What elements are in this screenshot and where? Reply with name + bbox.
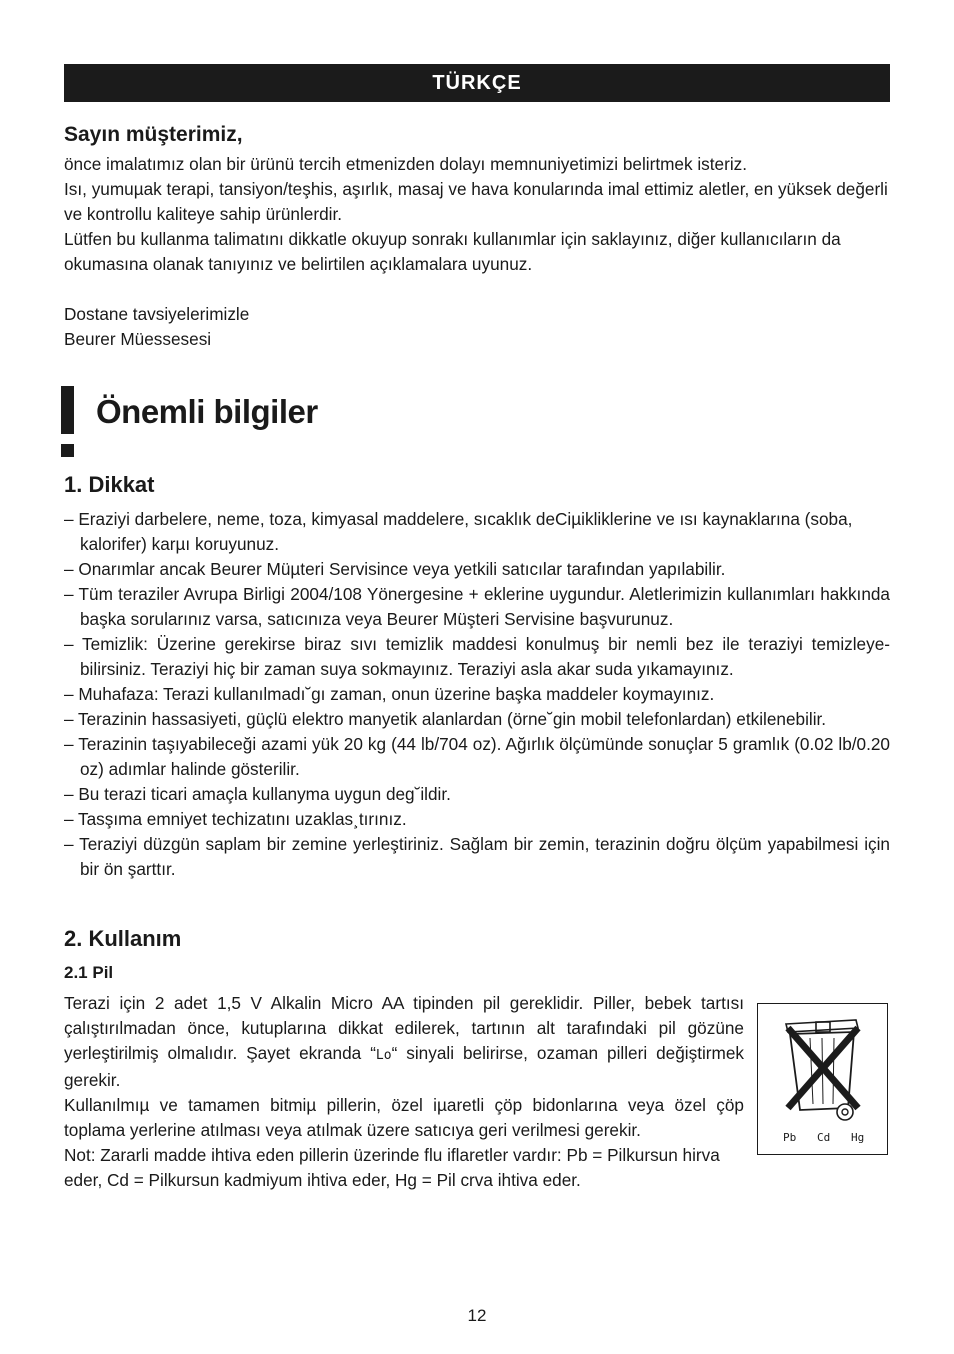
intro-paragraph: önce imalatımız olan bir ürünü tercih etmenizden dolayı memnuniyetimizi belirtmek isteriz. — [64, 154, 748, 174]
section-1-title: 1. Dikkat — [64, 472, 155, 497]
intro-paragraph: Lütfen bu kullanma talimatını dikkatle okuyup sonrakı kullanımlar için saklayınız, diğer kullanıcıların da okumasına olanak tanıyınız ve belirtilen açıklamalara uyunuz. — [64, 229, 841, 274]
intro-paragraph: Isı, yumuµak terapi, tansiyon/teşhis, aşırlık, masaj ve hava konularında imal ettimiz aletler, en yüksek değerli ve kontrollu kaliteye sahip ürünlerdir. — [64, 179, 888, 224]
subsection-title: 2.1 Pil — [64, 963, 114, 982]
battery-text — [64, 991, 744, 1193]
closing-line: Dostane tavsiyelerimizle — [64, 304, 250, 324]
section-2-title: 2. Kullanım — [64, 926, 182, 951]
greeting-heading: Sayın müşterimiz, — [64, 123, 243, 146]
list-item: – Temizlik: Üzerine gerekirse biraz sıvı temizlik maddesi konulmuş bir nemli bez ile teraziyi temizleye-bilirsiniz. Teraziyi hiç bir zaman suya sokmayınız. Teraziyi asla akar suda yıkamayınız. — [64, 634, 890, 679]
bin-label-hg: Hg — [851, 1131, 865, 1144]
main-title: Önemli bilgiler — [96, 393, 318, 430]
list-item: – Onarımlar ancak Beurer Müµteri Servisince veya yetkili satıcılar tarafından yapılabilir. — [64, 559, 726, 579]
list-item: – Tüm teraziler Avrupa Birligi 2004/108 Yönergesine + eklerine uygundur. Aletlerimizin kullanımları hakkında başka sorularınız varsa, satıcınıza veya Beurer Müşteri Servisine başvurunuz. — [64, 584, 890, 629]
language-header-bar: TÜRKÇE — [64, 64, 890, 102]
page-number: 12 — [467, 1306, 487, 1325]
lo-display-symbol: Lo — [375, 1048, 392, 1063]
disposal-paragraph: Kullanılmıµ ve tamamen bitmiµ pillerin, özel iµaretli çöp bidonlarına veya özel çöp toplama yerlerine atılması veya atılmak üzere satıcıya geri verilmesi gerekir. — [64, 1095, 744, 1140]
bin-label-pb: Pb — [783, 1131, 797, 1144]
note-paragraph: Not: Zararli madde ihtiva eden pillerin üzerinde flu iflaretler vardır: Pb = Pilkursun hirva eder, Cd = Pilkursun kadmiyum ihtiva eder, Hg = Pil crva ihtiva eder. — [64, 1145, 720, 1190]
crossed-bin-icon — [757, 1003, 888, 1155]
list-item: – Eraziyi darbelere, neme, toza, kimyasal maddelere, sıcaklık deCiµikliklerine ve ısı kaynaklarına (soba, kalorifer) karµı koruyunuz. — [64, 509, 853, 554]
intro-text — [64, 152, 890, 352]
list-item: – Teraziyi düzgün saplam bir zemine yerleştiriniz. Sağlam bir zemin, terazinin doğru ölçüm yapabilmesi için bir ön şarttır. — [64, 834, 890, 879]
list-item: – Terazinin taşıyabileceği azami yük 20 kg (44 lb/704 oz). Ağırlık ölçümünde sonuçlar 5 gramlık (0.02 lb/0.20 oz) adımlar halinde gösterilir. — [64, 734, 890, 779]
list-item: – Terazinin hassasiyeti, güçlü elektro manyetik alanlardan (örne˘gin mobil telefonlardan) etkilenebilir. — [64, 709, 827, 729]
bin-label-cd: Cd — [817, 1131, 831, 1144]
battery-paragraph: Terazi için 2 adet 1,5 V Alkalin Micro AA tipinden pil gereklidir. Piller, bebek tartısı çalıştırılmadan önce, kutuplarına dikkat edilerek, tartının alt tarafındaki pil gözüne yerleştirilmiş olmalıdır. Şayet ekranda “Lo“ sinyali belirirse, ozaman pilleri değiştirmek gerekir. — [64, 993, 744, 1090]
closing-line: Beurer Müessesesi — [64, 329, 212, 349]
list-item: – Muhafaza: Terazi kullanılmadı˘gı zaman, onun üzerine başka maddeler koymayınız. — [64, 684, 715, 704]
caution-list — [64, 507, 890, 882]
list-item: – Tasşıma emniyet techizatını uzaklas¸tırınız. — [64, 809, 407, 829]
list-item: – Bu terazi ticari amaçla kullanyma uygun deg˘ildir. — [64, 784, 451, 804]
exclamation-icon — [56, 376, 80, 460]
